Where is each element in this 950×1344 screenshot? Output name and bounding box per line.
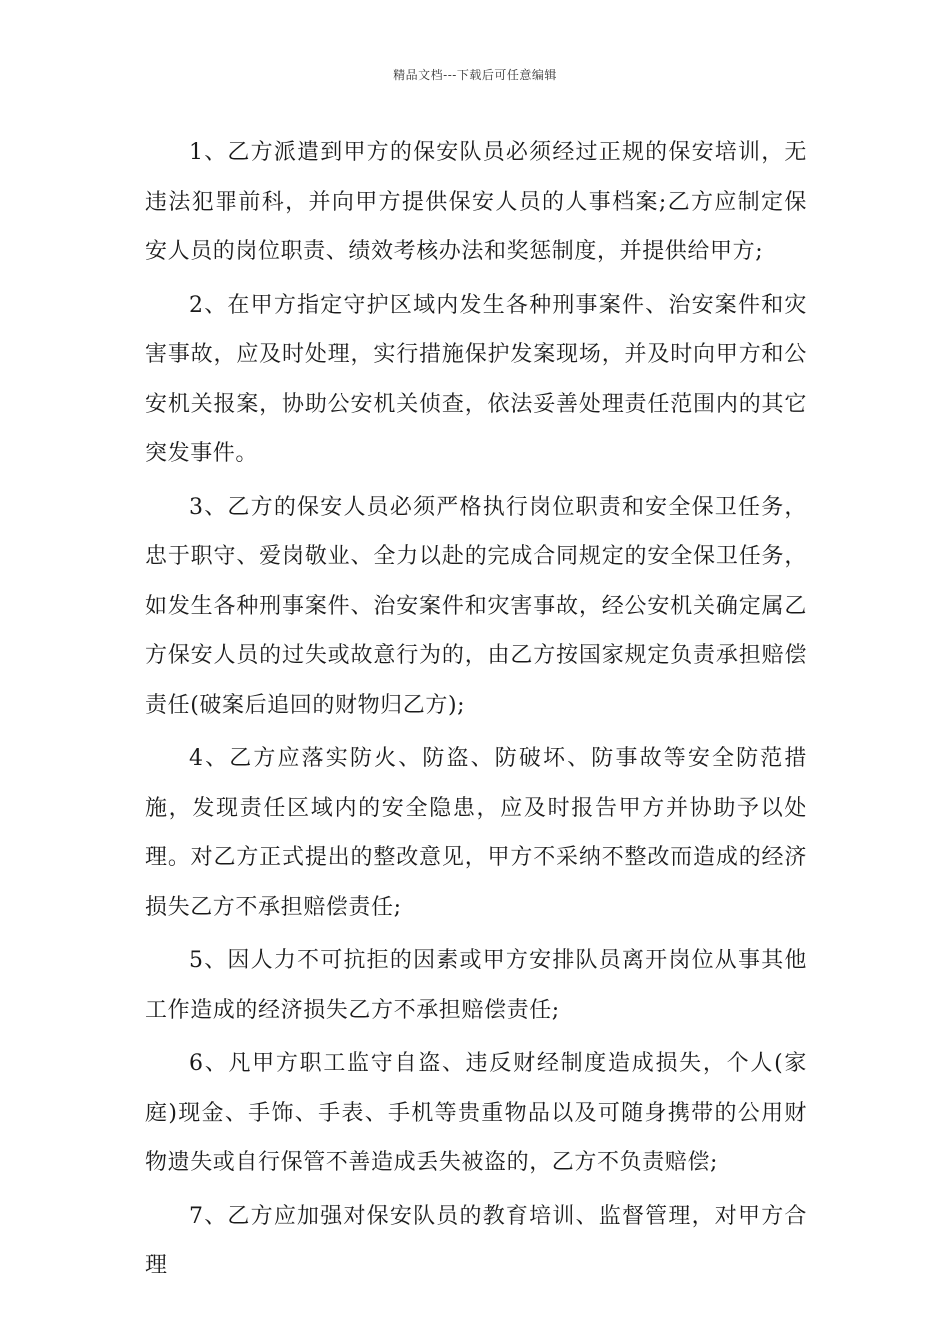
clause-3: 3、乙方的保安人员必须严格执行岗位职责和安全保卫任务，忠于职守、爱岗敬业、全力以赴的完成合同规定的安全保卫任务，如发生各种刑事案件、治安案件和灾害事故，经公安机关确定属乙方保安人员的过失或故意行为的，由乙方按国家规定负责承担赔偿责任(破案后追回的财物归乙方); [145,494,807,718]
clause-2: 2、在甲方指定守护区域内发生各种刑事案件、治安案件和灾害事故，应及时处理，实行措施保护发案现场，并及时向甲方和公安机关报案，协助公安机关侦查，依法妥善处理责任范围内的其它突发事件。 [145,292,807,466]
clause-5: 5、因人力不可抗拒的因素或甲方安排队员离开岗位从事其他工作造成的经济损失乙方不承担赔偿责任; [145,948,807,1023]
document-body [145,128,807,1291]
clause-1: 1、乙方派遣到甲方的保安队员必须经过正规的保安培训，无违法犯罪前科，并向甲方提供保安人员的人事档案;乙方应制定保安人员的岗位职责、绩效考核办法和奖惩制度，并提供给甲方; [145,140,807,264]
clause-4: 4、乙方应落实防火、防盗、防破坏、防事故等安全防范措施，发现责任区域内的安全隐患，应及时报告甲方并协助予以处理。对乙方正式提出的整改意见，甲方不采纳不整改而造成的经济损失乙方不承担赔偿责任; [145,746,807,920]
clause-6: 6、凡甲方职工监守自盗、违反财经制度造成损失，个人(家庭)现金、手饰、手表、手机等贵重物品以及可随身携带的公用财物遗失或自行保管不善造成丢失被盗的，乙方不负责赔偿; [145,1051,807,1175]
page-header: 精品文档---下载后可任意编辑 [393,68,557,82]
clause-7: 7、乙方应加强对保安队员的教育培训、监督管理，对甲方合理 [145,1203,807,1278]
